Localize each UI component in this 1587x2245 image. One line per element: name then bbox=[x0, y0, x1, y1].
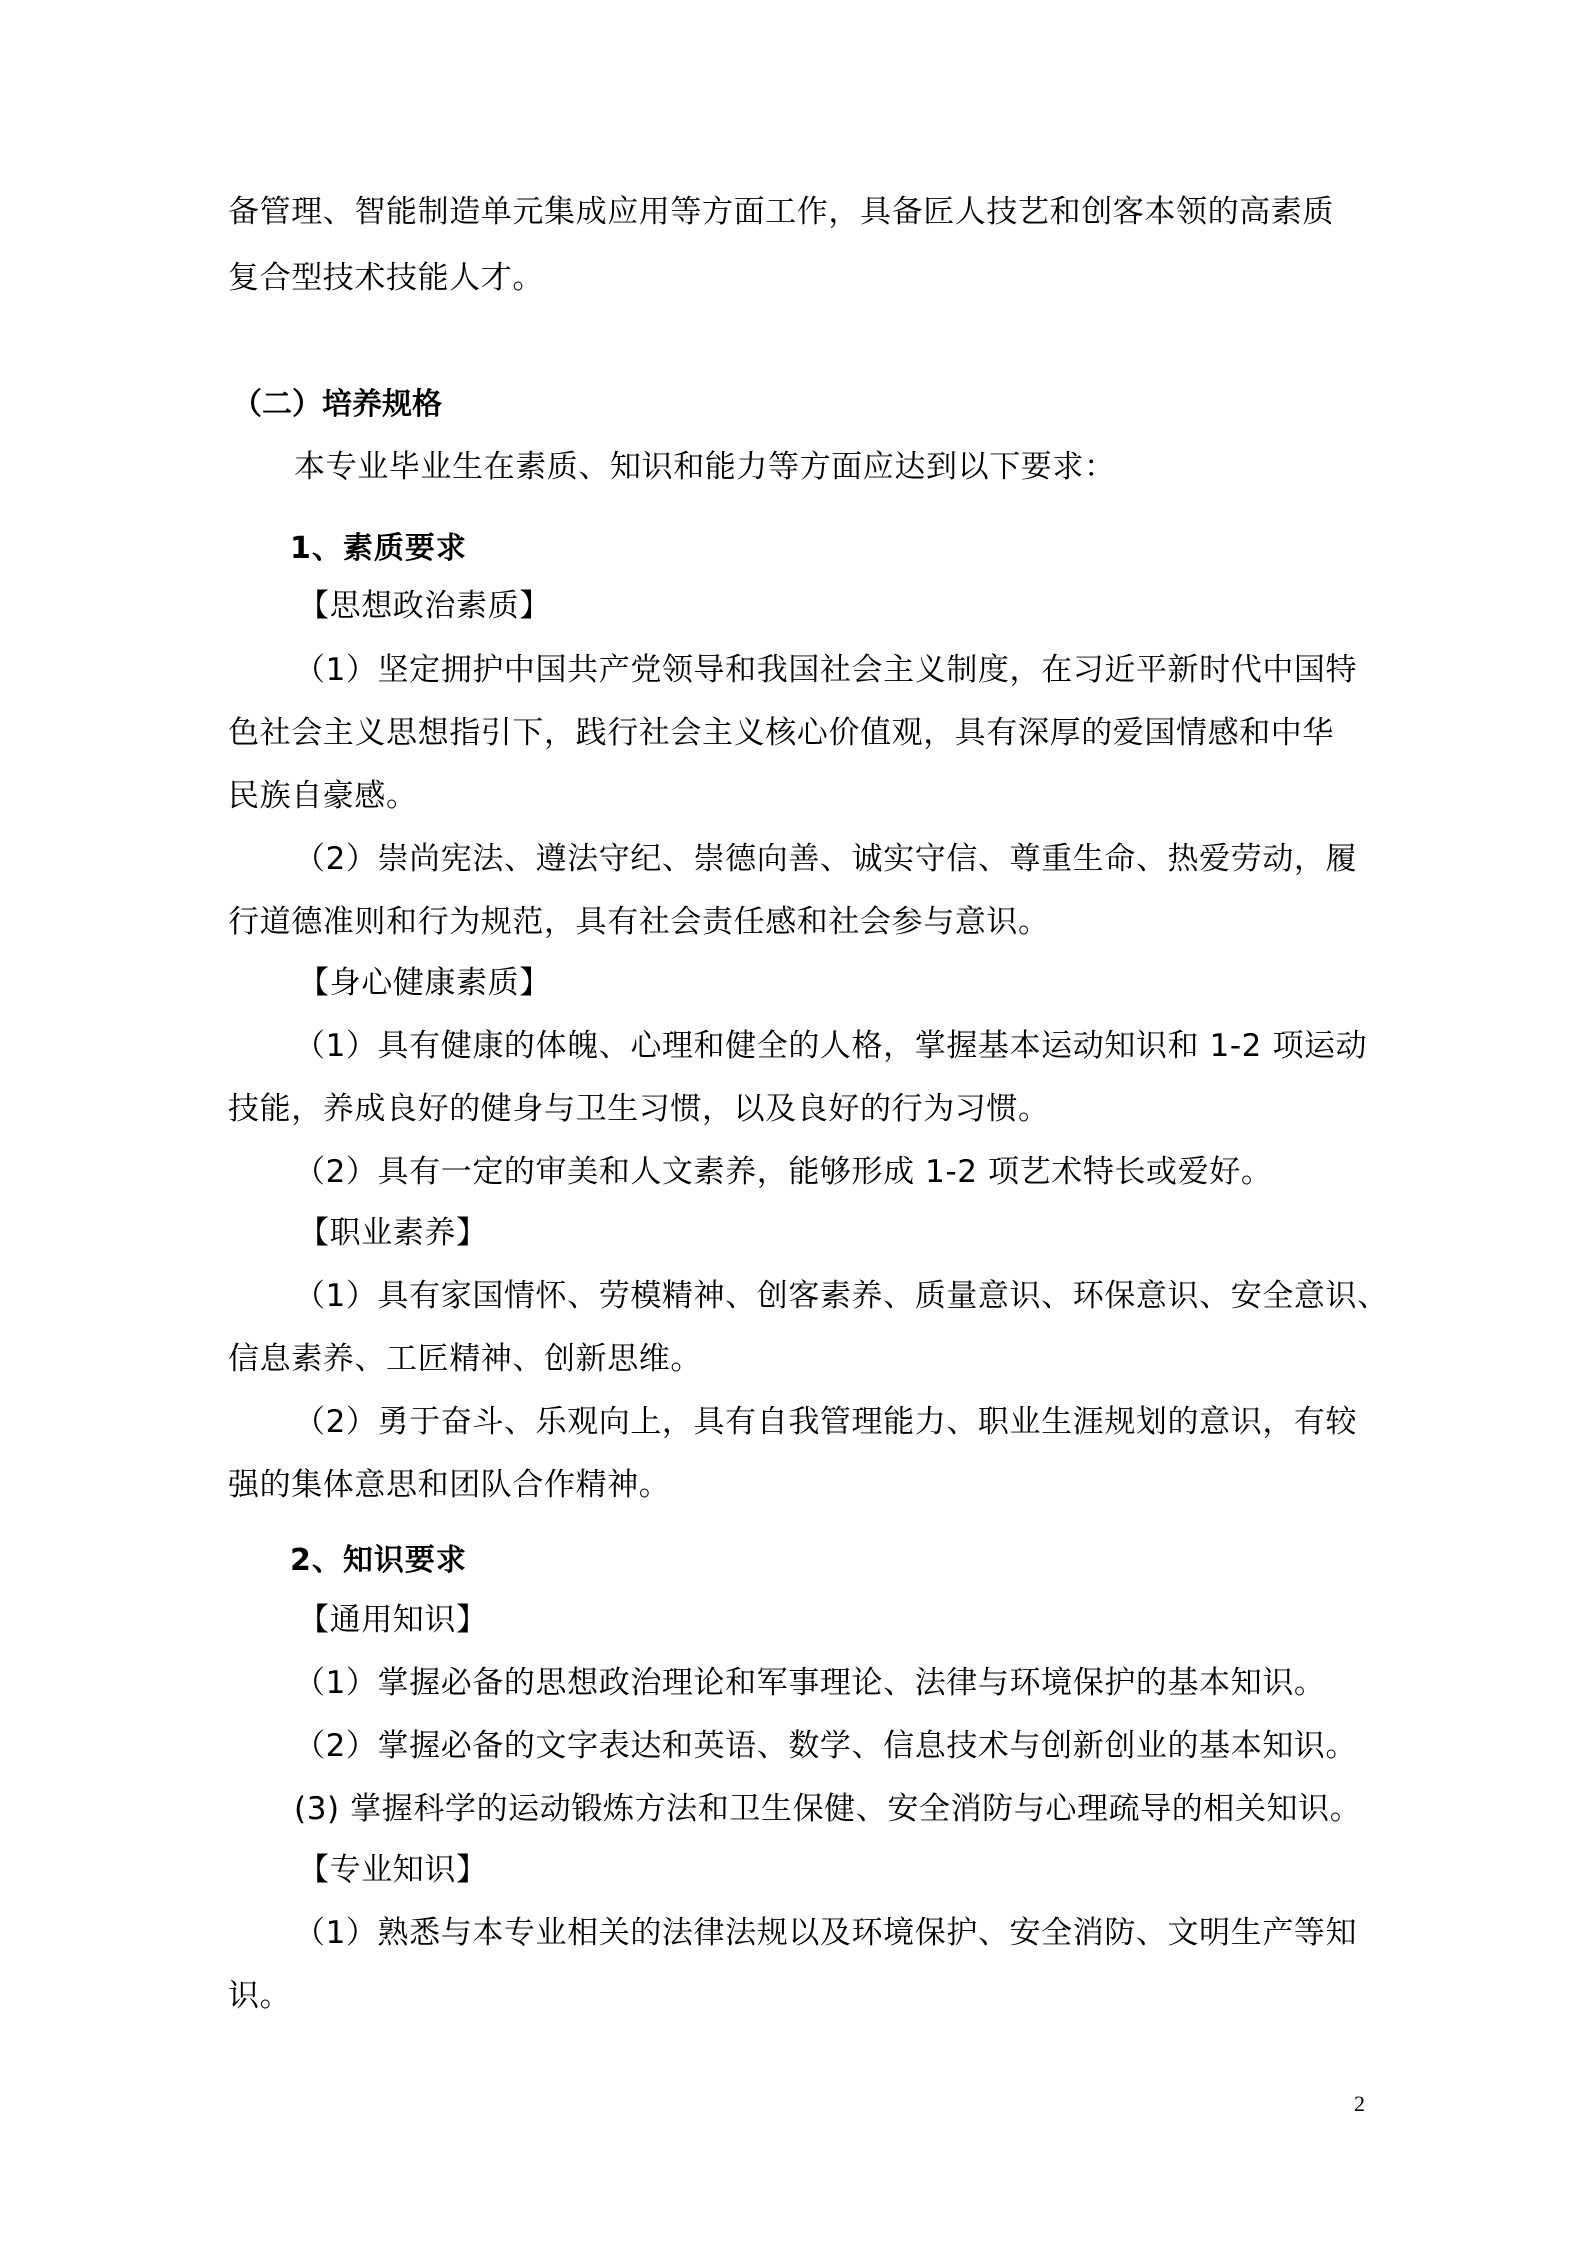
text-line: 复合型技术技能人才。 bbox=[228, 260, 544, 296]
paragraph-line: （1）熟悉与本专业相关的法律法规以及环境保护、安全消防、文明生产等知 bbox=[294, 1915, 1358, 1951]
paragraph-line: （2）勇于奋斗、乐观向上，具有自我管理能力、职业生涯规划的意识，有较 bbox=[294, 1404, 1358, 1440]
paragraph-line: (3) 掌握科学的运动锻炼方法和卫生保健、安全消防与心理疏导的相关知识。 bbox=[294, 1791, 1362, 1827]
paragraph-line: 识。 bbox=[228, 1978, 292, 2014]
paragraph-line: （1）掌握必备的思想政治理论和军事理论、法律与环境保护的基本知识。 bbox=[294, 1665, 1326, 1701]
paragraph-line: （2）具有一定的审美和人文素养，能够形成 1-2 项艺术特长或爱好。 bbox=[294, 1154, 1273, 1190]
subsection-heading: 1、素质要求 bbox=[290, 531, 467, 566]
category-heading: 【专业知识】 bbox=[298, 1852, 488, 1888]
text-line: 备管理、智能制造单元集成应用等方面工作，具备匠人技艺和创客本领的高素质 bbox=[228, 194, 1334, 230]
paragraph-line: 色社会主义思想指引下，践行社会主义核心价值观，具有深厚的爱国情感和中华 bbox=[228, 715, 1334, 751]
section-heading: （二）培养规格 bbox=[232, 387, 442, 422]
paragraph-line: 本专业毕业生在素质、知识和能力等方面应达到以下要求： bbox=[294, 449, 1116, 485]
paragraph-line: （1）具有健康的体魄、心理和健全的人格，掌握基本运动知识和 1-2 项运动 bbox=[294, 1028, 1368, 1064]
category-heading: 【身心健康素质】 bbox=[298, 965, 551, 1001]
category-heading: 【职业素养】 bbox=[298, 1215, 488, 1251]
subsection-heading: 2、知识要求 bbox=[290, 1543, 467, 1578]
paragraph-line: 行道德准则和行为规范，具有社会责任感和社会参与意识。 bbox=[228, 904, 1050, 940]
paragraph-line: 技能，养成良好的健身与卫生习惯，以及良好的行为习惯。 bbox=[228, 1091, 1050, 1127]
paragraph-line: （1）坚定拥护中国共产党领导和我国社会主义制度，在习近平新时代中国特 bbox=[294, 652, 1358, 688]
paragraph-line: （1）具有家国情怀、劳模精神、创客素养、质量意识、环保意识、安全意识、 bbox=[294, 1278, 1389, 1314]
page-number: 2 bbox=[1354, 2091, 1365, 2116]
paragraph-line: 强的集体意思和团队合作精神。 bbox=[228, 1467, 671, 1503]
paragraph-line: 民族自豪感。 bbox=[228, 778, 418, 814]
category-heading: 【通用知识】 bbox=[298, 1602, 488, 1638]
category-heading: 【思想政治素质】 bbox=[298, 588, 551, 624]
paragraph-line: （2）掌握必备的文字表达和英语、数学、信息技术与创新创业的基本知识。 bbox=[294, 1728, 1358, 1764]
paragraph-line: （2）崇尚宪法、遵法守纪、崇德向善、诚实守信、尊重生命、热爱劳动，履 bbox=[294, 841, 1358, 877]
paragraph-line: 信息素养、工匠精神、创新思维。 bbox=[228, 1341, 702, 1377]
